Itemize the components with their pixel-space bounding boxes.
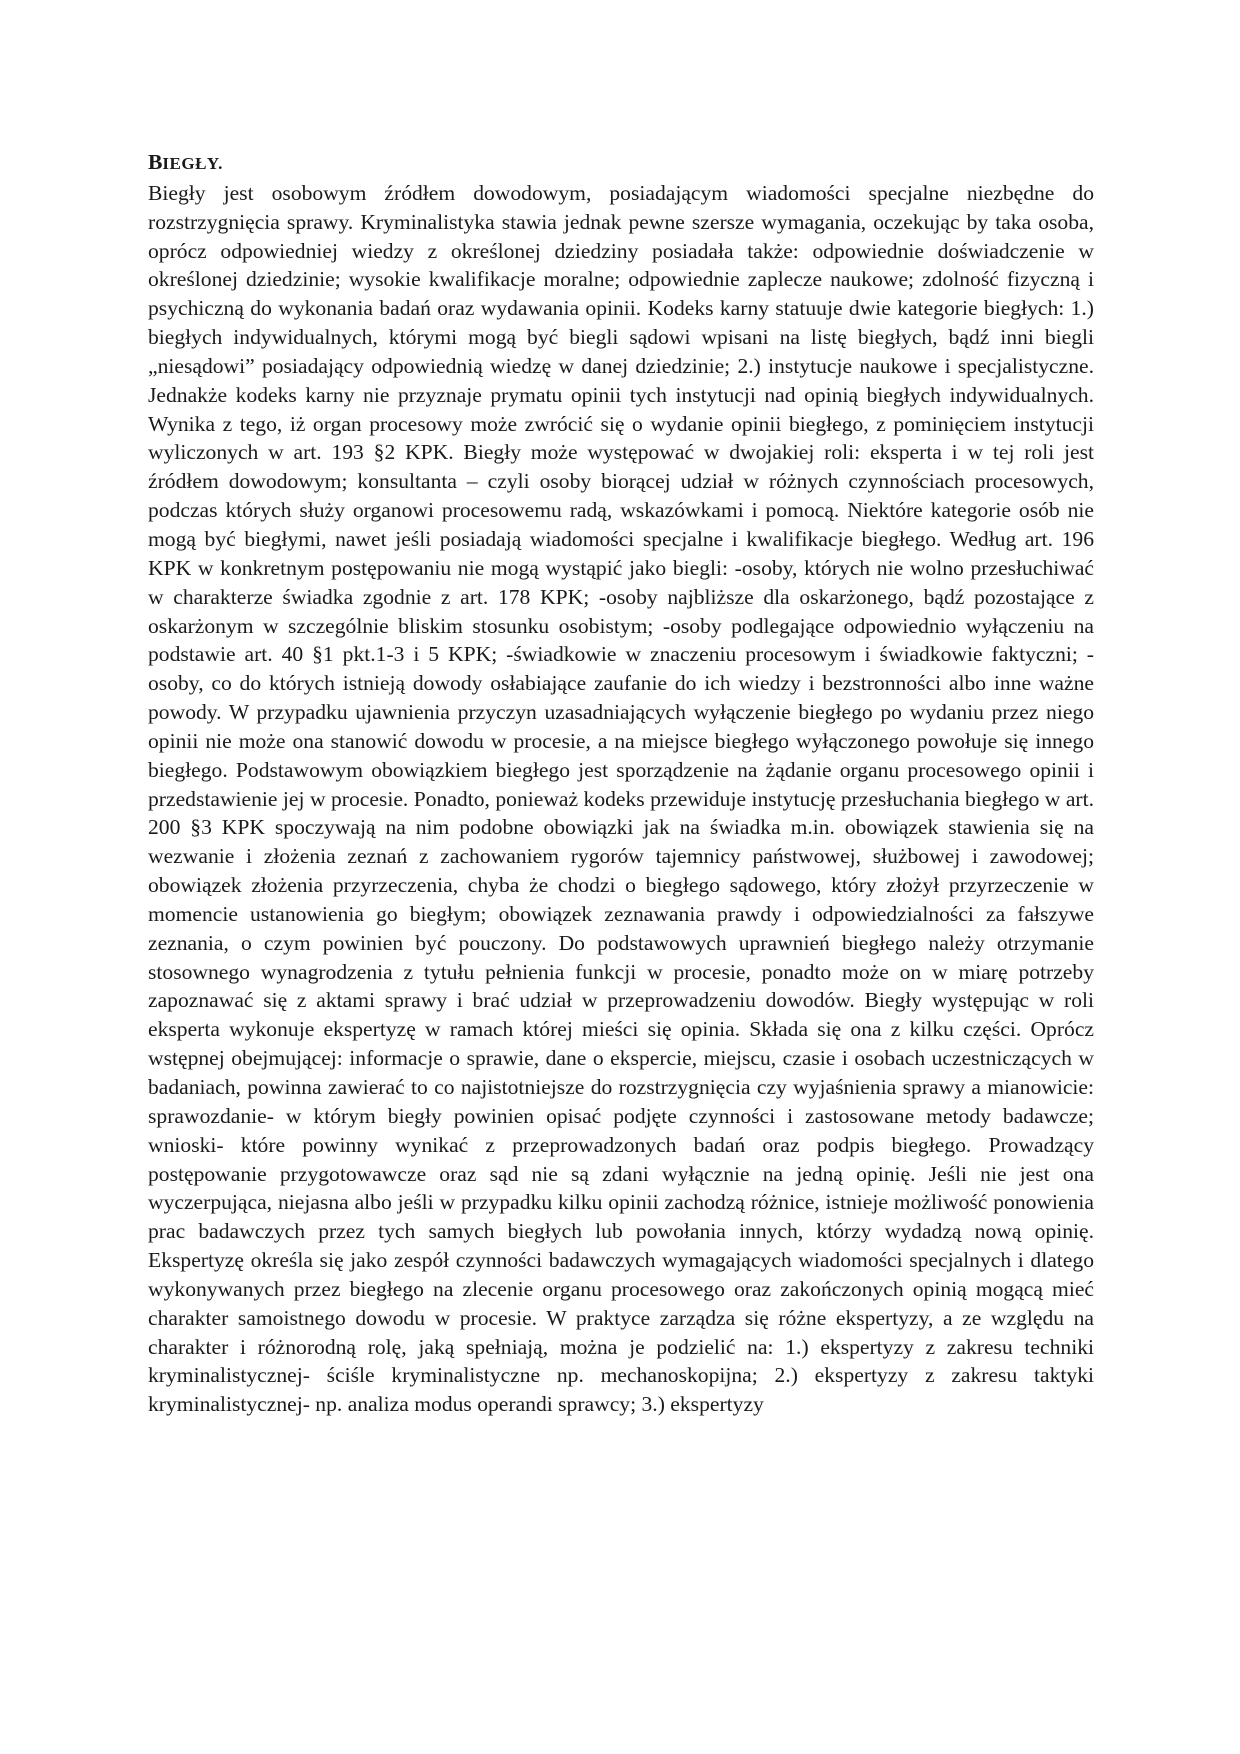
document-body-paragraph: Biegły jest osobowym źródłem dowodowym, posiadającym wiadomości specjalne niezbędne do rozstrzygnięcia sprawy. Kryminalistyka stawia jednak pewne szersze wymagania, oczekując by taka osoba, oprócz odpowiedniej wiedzy z określonej dziedziny posiadała także: odpowiednie doświadczenie w określonej dziedzinie; wysokie kwalifikacje moralne; odpowiednie zaplecze naukowe; zdolność fizyczną i psychiczną do wykonania badań oraz wydawania opinii. Kodeks karny statuuje dwie kategorie biegłych: 1.) biegłych indywidualnych, którymi mogą być biegli sądowi wpisani na listę biegłych, bądź inni biegli „niesądowi” posiadający odpowiednią wiedzę w danej dziedzinie; 2.) instytucje naukowe i specjalistyczne. Jednakże kodeks karny nie przyznaje prymatu opinii tych instytucji nad opinią biegłych indywidualnych. Wynika z tego, iż organ procesowy może zwrócić się o wydanie opinii biegłego, z pominięciem instytucji wyliczonych w art. 193 §2 KPK. Biegły może występować w dwojakiej roli: eksperta i w tej roli jest źródłem dowodowym; konsultanta – czyli osoby biorącej udział w różnych czynnościach procesowych, podczas których służy organowi procesowemu radą, wskazówkami i pomocą. Niektóre kategorie osób nie mogą być biegłymi, nawet jeśli posiadają wiadomości specjalne i kwalifikacje biegłego. Według art. 196 KPK w konkretnym postępowaniu nie mogą wystąpić jako biegli: -osoby, których nie wolno przesłuchiwać w charakterze świadka zgodnie z art. 178 KPK; -osoby najbliższe dla oskarżonego, bądź pozostające z oskarżonym w szczególnie bliskim stosunku osobistym; -osoby podlegające odpowiednio wyłączeniu na podstawie art. 40 §1 pkt.1-3 i 5 KPK; -świadkowie w znaczeniu procesowym i świadkowie faktyczni; -osoby, co do których istnieją dowody osłabiające zaufanie do ich wiedzy i bezstronności albo inne ważne powody. W przypadku ujawnienia przyczyn uzasadniających wyłączenie biegłego po wydaniu przez niego opinii nie może ona stanowić dowodu w procesie, a na miejsce biegłego wyłączonego powołuje się innego biegłego. Podstawowym obowiązkiem biegłego jest sporządzenie na żądanie organu procesowego opinii i przedstawienie jej w procesie. Ponadto, ponieważ kodeks przewiduje instytucję przesłuchania biegłego w art. 200 §3 KPK spoczywają na nim podobne obowiązki jak na świadka m.in. obowiązek stawienia się na wezwanie i złożenia zeznań z zachowaniem rygorów tajemnicy państwowej, służbowej i zawodowej; obowiązek złożenia przyrzeczenia, chyba że chodzi o biegłego sądowego, który złożył przyrzeczenie w momencie ustanowienia go biegłym; obowiązek zeznawania prawdy i odpowiedzialności za fałszywe zeznania, o czym powinien być pouczony. Do podstawowych uprawnień biegłego należy otrzymanie stosownego wynagrodzenia z tytułu pełnienia funkcji w procesie, ponadto może on w miarę potrzeby zapoznawać się z aktami sprawy i brać udział w przeprowadzeniu dowodów. Biegły występując w roli eksperta wykonuje ekspertyzę w ramach której mieści się opinia. Składa się ona z kilku części. Oprócz wstępnej obejmującej: informacje o sprawie, dane o ekspercie, miejscu, czasie i osobach uczestniczących w badaniach, powinna zawierać to co najistotniejsze do rozstrzygnięcia czy wyjaśnienia sprawy a mianowicie: sprawozdanie- w którym biegły powinien opisać podjęte czynności i zastosowane metody badawcze; wnioski- które powinny wynikać z przeprowadzonych badań oraz podpis biegłego. Prowadzący postępowanie przygotowawcze oraz sąd nie są zdani wyłącznie na jedną opinię. Jeśli nie jest ona wyczerpująca, niejasna albo jeśli w przypadku kilku opinii zachodzą różnice, istnieje możliwość ponowienia prac badawczych przez tych samych biegłych lub powołania innych, którzy wydadzą nową opinię. Ekspertyzę określa się jako zespół czynności badawczych wymagających wiadomości specjalnych i dlatego wykonywanych przez biegłego na zlecenie organu procesowego oraz zakończonych opinią mogącą mieć charakter samoistnego dowodu w procesie. W praktyce zarządza się różne ekspertyzy, a ze względu na charakter i różnorodną rolę, jaką spełniają, można je podzielić na: 1.) ekspertyzy z zakresu techniki kryminalistycznej- ściśle kryminalistyczne np. mechanoskopijna; 2.) ekspertyzy z zakresu taktyki kryminalistycznej- np. analiza modus operandi sprawcy; 3.) ekspertyzy xyxy=(148,180,1094,1417)
heading-initial: B xyxy=(148,150,163,174)
heading-rest: IEGŁY. xyxy=(162,154,223,173)
document-content xyxy=(148,148,1094,1419)
document-heading xyxy=(148,148,1094,179)
